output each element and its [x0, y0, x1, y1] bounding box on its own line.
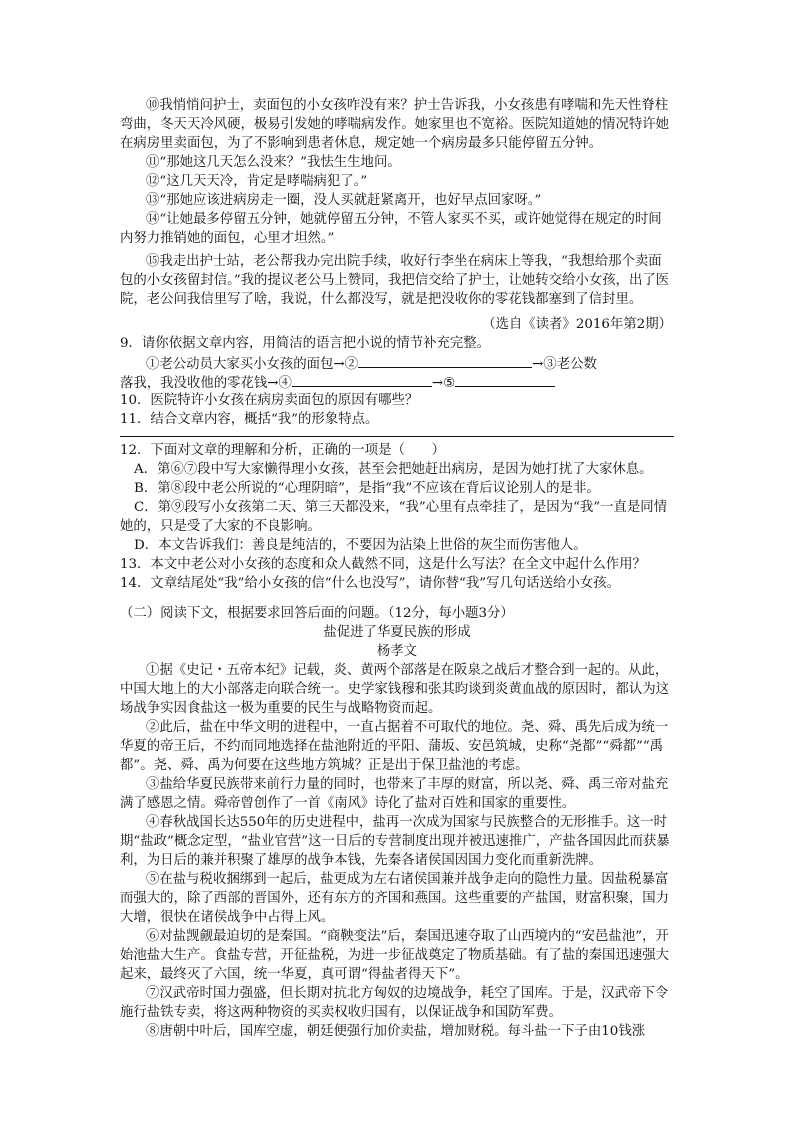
- question-9-text-b: →③老公数: [532, 357, 597, 372]
- question-9-text-c: 落我，我没收他的零花钱→④: [120, 376, 292, 391]
- answer-line[interactable]: [120, 436, 674, 437]
- story-paragraph-14: ⑭“让她最多停留五分钟，她就停留五分钟，不管人家买不买，或许她觉得在规定的时间内努力推销她的面包，心里才坦然。”: [120, 212, 662, 247]
- question-11: 11．结合文章内容，概括“我”的形象特点。: [120, 412, 379, 427]
- question-12-option-b: B．第⑧段中老公所说的“心理阴暗”，是指“我”不应该在背后议论别人的是非。: [134, 481, 600, 496]
- question-12: 12．下面对文章的理解和分析，正确的一项是（ ）: [120, 443, 446, 458]
- question-10: 10．医院特许小女孩在病房卖面包的原因有哪些？: [120, 393, 419, 408]
- article-paragraph-7: ⑦汉武帝时国力强盛，但长期对抗北方匈奴的边境战争，耗空了国库。于是，汉武帝下令施行盐铁专卖，将这两种物资的买卖权收归国有，以保证战争和国防军费。: [120, 986, 669, 1021]
- article-paragraph-2: ②此后，盐在中华文明的进程中，一直占据着不可取代的地位。尧、舜、禹先后成为统一华夏的帝王后，不约而同地选择在盐池附近的平阳、蒲坂、安邑筑城，史称“尧都”“舜都”“禹都”。尧、舜、禹为何要在这些地方筑城？正是出于保卫盐池的考虑。: [120, 720, 669, 774]
- answer-blank-2[interactable]: [358, 353, 440, 368]
- article-paragraph-8: ⑧唐朝中叶后，国库空虚，朝廷便强行加价卖盐，增加财税。每斗盐一下子由10钱涨: [146, 1024, 646, 1039]
- question-12-option-d: D．本文告诉我们：善良是纯洁的，不要因为沾染上世俗的灰尘而伤害他人。: [134, 538, 587, 553]
- article-paragraph-3: ③盐给华夏民族带来前行力量的同时，也带来了丰厚的财富，所以尧、舜、禹三帝对盐充满了感恩之情。舜帝曾创作了一首《南风》诗化了盐对百姓和国家的重要性。: [120, 777, 669, 812]
- question-9: 9．请你依据文章内容，用简洁的语言把小说的情节补充完整。: [120, 336, 491, 351]
- story-paragraph-15: ⑮我走出护士站，老公帮我办完出院手续，收好行李坐在病床上等我，“我想给那个卖面包的小女孩留封信。”我的提议老公马上赞同，我把信交给了护士，让她转交给小女孩，出了医院，老公问我信里写了啥，我说，什么都没写，就是把没收你的零花钱都塞到了信封里。: [120, 254, 670, 308]
- story-paragraph-10: ⑩我悄悄问护士，卖面包的小女孩咋没有来？护士告诉我，小女孩患有哮喘和先天性脊柱弯曲，冬天天冷风硬，极易引发她的哮喘病发作。她家里也不宽裕。医院知道她的情况特许她在病房里卖面包，为了不影响到患者休息，规定她一个病房最多只能停留五分钟。: [120, 98, 670, 152]
- article-title: 盐促进了华夏民族的形成: [323, 625, 471, 640]
- section-2-heading: （二）阅读下文，根据要求回答后面的问题。（12分，每小题3分）: [120, 606, 514, 621]
- article-paragraph-5: ⑤在盐与税收捆绑到一起后，盐更成为左右诸侯国兼并战争走向的隐性力量。因盐税暴富而强大的，除了西部的晋国外，还有东方的齐国和燕国。这些重要的产盐国，财富积聚，国力大增，很快在诸侯战争中占得上风。: [120, 872, 670, 926]
- story-paragraph-11: ⑪“那她这几天怎么没来？”我怯生生地问。: [146, 155, 401, 170]
- story-paragraph-12: ⑫“这几天天冷，肯定是哮喘病犯了。”: [146, 174, 368, 189]
- story-source: （选自《读者》2016年第2期）: [482, 317, 672, 332]
- story-paragraph-13: ⑬“那她应该进病房走一圈，没人买就赶紧离开，也好早点回家呀。”: [146, 193, 542, 208]
- answer-blank-4[interactable]: [292, 372, 432, 387]
- question-9-text-a: ①老公动员大家买小女孩的面包→②: [146, 357, 359, 372]
- question-9-text-d: →⑤: [431, 376, 456, 391]
- article-paragraph-6: ⑥对盐觊觎最迫切的是秦国。“商鞅变法”后，秦国迅速夺取了山西境内的“安邑盐池”，开始池盐大生产。食盐专营，开征盐税，为进一步征战奠定了物质基础。有了盐的秦国迅速强大起来，最终灭了六国，统一华夏，真可谓“得盐者得天下”。: [120, 929, 670, 983]
- question-12-option-c: C．第⑨段写小女孩第二天、第三天都没来，“我”心里有点牵挂了，是因为“我”一直是同情她的，只是受了大家的不良影响。: [120, 500, 668, 535]
- question-12-option-a: A．第⑥⑦段中写大家懒得理小女孩，甚至会把她赶出病房，是因为她打扰了大家休息。: [134, 462, 653, 477]
- question-13: 13．本文中老公对小女孩的态度和众人截然不同，这是什么写法？在全文中起什么作用？: [120, 557, 646, 572]
- article-paragraph-4: ④春秋战国长达550年的历史进程中，盐再一次成为国家与民族整合的无形推手。这一时期“盐政”概念定型，“盐业官营”这一日后的专营制度出现并被迅速推广，产盐各国因此而获暴利，为日后的兼并积聚了雄厚的战争本钱，先秦各诸侯国因国力变化而重新洗牌。: [120, 815, 670, 869]
- article-paragraph-1: ①据《史记・五帝本纪》记载，炎、黄两个部落是在阪泉之战后才整合到一起的。从此，中国大地上的大小部落走向联合统一。史学家钱穆和张其昀谈到炎黄血战的原因时，都认为这场战争实因食盐这一极为重要的民生与战略物资而起。: [120, 663, 670, 717]
- answer-blank-5[interactable]: [455, 372, 555, 387]
- article-author: 杨孝文: [376, 644, 418, 659]
- question-14: 14．文章结尾处“我”给小女孩的信“什么也没写”，请你替“我”写几句话送给小女孩。: [120, 576, 621, 591]
- answer-blank-2b[interactable]: [440, 353, 532, 368]
